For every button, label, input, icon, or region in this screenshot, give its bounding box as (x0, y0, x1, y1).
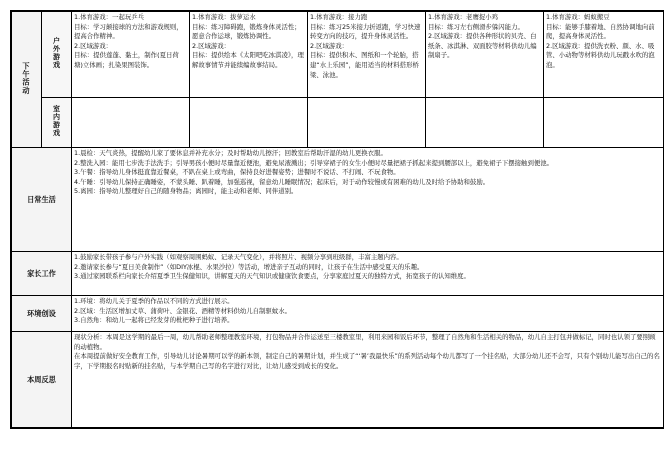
activity-cell-thu-outdoor (426, 12, 544, 98)
parent-item: 2.邀请家长参与“夏日美食制作”（如DIY冰棍、水果沙拉）等活动，增进亲子互动的同时，让孩子在生活中感受夏天的乐趣。 (74, 262, 424, 271)
outdoor-label: 户外游戏 (52, 37, 61, 69)
outdoor-label-cell (42, 12, 72, 98)
activity-goal: 目标：练习障碍跑，锻炼身体灵活性；愿意合作运球，锻炼协调性。 (192, 22, 301, 41)
activity-cell-tue-outdoor (190, 12, 308, 98)
parents-content (72, 252, 664, 296)
activity-goal: 目标：能够手膝着地、自然协调地向前爬，提高身体灵活性。 (546, 22, 655, 41)
activity-title: 2.区域游戏： (310, 41, 349, 50)
daily-item: 4.午睡：引导幼儿保持正确睡姿，不蒙头睡、趴着睡，加强巡视，留意幼儿睡眠情况；起床后，对于动作较慢或有困难的幼儿及时给予协助和鼓励。 (74, 177, 490, 186)
afternoon-label: 下午活动 (22, 61, 31, 95)
parent-item: 1.鼓励家长带孩子参与户外实践（如观察周围蚂蚁、记录天气变化），并将照片、视频分享到班级群，丰富主题内容。 (74, 253, 403, 261)
indoor-cell-wed (308, 98, 426, 148)
activity-title: 1.体育游戏：拔萝运水 (192, 13, 256, 21)
activity-title: 1.体育游戏：一起玩乒乓 (74, 13, 145, 21)
reflection-content (72, 332, 664, 428)
activity-indoor: 2.区域游戏：提供洗衣粉、颜、水、吸管、小动物等材料供幼儿玩戳水吹的泡泡。 (546, 41, 655, 69)
activity-title: 2.区域游戏： (192, 41, 231, 50)
daily-label: 日常生活 (12, 148, 72, 252)
indoor-row (12, 98, 664, 148)
reflection-paragraph: 现状分析：本周是这学期的最后一周，幼儿帮助老师整理教室环境，打包物品并合作运送至三楼教室里，利用来园和饭后环节，整理了自然角和生活相关的物品，幼儿自主打包并做标记，同时也认领了要照顾的动植物。 (74, 333, 656, 351)
activity-cell-fri-outdoor (544, 12, 664, 98)
activity-goal: 目标：学习颠接球的方法和游戏规则，提高合作精神。 (74, 22, 183, 41)
weekly-plan-sheet (10, 10, 664, 429)
daily-item: 1.晨检：天气炎热，提醒幼儿家了要休息并补充水分；及时帮助幼儿擦汗；回教室后帮助汗湿的幼儿更换衣服。 (74, 149, 387, 157)
daily-content (72, 148, 664, 252)
activity-goal: 目标：提供莲蓬、黏土，制作(夏日荷塘)立体画；扎染果图装饰。 (74, 51, 179, 69)
indoor-cell-fri (544, 98, 664, 148)
daily-item: 2.整洗入园：能用七步洗手法洗手；引导男孩小便时尽量靠近便池，避免尿液溅出；引导穿裙子的女生小便时尽量把裙子抓起来提到腰部以上，避免裙子下摆接触到便池。 (74, 158, 554, 167)
env-item: 3.自然角：和幼儿一起将已经发芽的枇杷种子进行培养。 (74, 316, 234, 325)
activity-title: 2.区域游戏： (74, 41, 113, 50)
daily-row (12, 148, 664, 252)
reflection-paragraph: 在本周提前做好安全教育工作，引导幼儿讨论暑期可以学的新本领，制定自己的暑期计划，并生成了“‘暑’我最快乐”的系列活动每个幼儿都写了一个挂名贴，大部分幼儿还不会写，只有个别幼儿能写出自己的名字，下学期报名时贴新的挂名贴，与本学期自己写的名字进行对比，让幼儿感受到成长的变化。 (74, 352, 660, 370)
indoor-label-cell (42, 98, 72, 148)
env-item: 1.环境：将幼儿关于夏季的作品以不同的方式进行展示。 (74, 297, 234, 305)
indoor-cell-mon (72, 98, 190, 148)
env-item: 2.区域：生活区增加丈草、蒲荷叶、金银花、酒精等材料供幼儿自制驱蚊水。 (74, 306, 291, 315)
activity-goal: 目标：练习左右侧滑步躲闪能力。 (428, 22, 524, 31)
parents-label: 家长工作 (12, 252, 72, 296)
afternoon-label-cell (12, 12, 42, 148)
reflection-label: 本周反思 (12, 332, 72, 428)
environment-content (72, 296, 664, 332)
environment-row (12, 296, 664, 332)
indoor-cell-thu (426, 98, 544, 148)
activity-cell-wed-outdoor (308, 12, 426, 98)
activity-goal: 目标：提供积木、图纸和一个轮胎，搭建“水上乐园”，能用适当的材料搭形桥梁、泳池。 (310, 51, 419, 79)
activity-goal: 目标：练习25米接力折返跑，学习快速转变方向的技巧，提升身体灵活性。 (310, 22, 421, 41)
reflection-row (12, 332, 664, 428)
activity-title: 1.体育游戏：老鹰捉小鸡 (428, 13, 499, 21)
indoor-label: 室内游戏 (52, 105, 61, 137)
weekly-plan-table (11, 11, 664, 428)
daily-item: 5.离园：指导幼儿整理好自己的随身物品；离园时，能主动和老师、同伴道别。 (74, 187, 298, 196)
parents-row (12, 252, 664, 296)
environment-label: 环境创设 (12, 296, 72, 332)
activity-cell-mon-outdoor (72, 12, 190, 98)
activity-goal: 目标：提供绘本《太阳吧吃冰淇凌》，理解故事情节并能续编故事结局。 (192, 51, 304, 69)
outdoor-row (12, 12, 664, 98)
activity-title: 1.体育游戏：蚂蚁搬豆 (546, 13, 610, 21)
activity-indoor: 2.区域游戏：提供各种形状的贝壳、白纸条、冰淇淋、双面胶等材料供幼儿编制扇子。 (428, 32, 537, 60)
daily-item: 3.午餐：指导幼儿身体挺直靠近餐桌，不趴在桌上或弯曲，保持良好进餐姿势；进餐时不说话、不打闹、不玩食物。 (74, 168, 400, 177)
indoor-cell-tue (190, 98, 308, 148)
activity-title: 1.体育游戏：接力跑 (310, 13, 368, 21)
parent-item: 3.通过家园联系栏向家长介绍夏季卫生保健知识，讲解夏天的天气知识或健康饮食要点，分享家庭过夏天的独特方式，拓宽孩子的认知维度。 (74, 272, 470, 281)
